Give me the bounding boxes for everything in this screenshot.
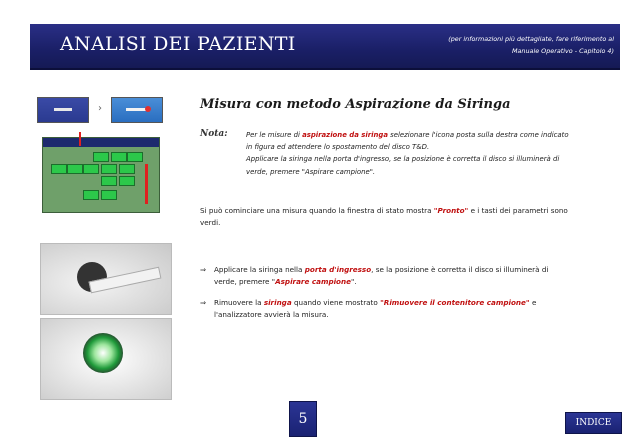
note-text <box>246 129 616 178</box>
parameter-key <box>101 176 117 186</box>
ready-highlight: "Pronto" <box>433 206 469 215</box>
step-2 <box>200 297 620 321</box>
step-text: ". <box>350 277 357 286</box>
step-text: quando viene mostrato <box>291 298 381 307</box>
note-line-4: verde, premere "Aspirare campione". <box>246 167 376 176</box>
parameter-key <box>119 176 135 186</box>
parameter-key <box>51 164 67 174</box>
step-highlight: siringa <box>263 298 292 307</box>
parameter-key <box>101 164 117 174</box>
step-text: Applicare la siringa nella <box>214 265 305 274</box>
parameter-key <box>83 164 99 174</box>
page-title: ANALISI DEI PAZIENTI <box>60 33 296 55</box>
syringe-screen-thumbnail-2 <box>111 97 163 123</box>
td-disc <box>83 333 123 373</box>
ready-paragraph <box>200 205 620 229</box>
note-label: Nota: <box>200 129 228 139</box>
green-disc-photo <box>40 318 172 400</box>
indicator-dot-icon <box>145 106 151 112</box>
manual-reference-line-1: (per informazioni più dettagliate, fare riferimento al <box>448 35 614 43</box>
syringe-screen-thumbnail-1 <box>37 97 89 123</box>
paragraph-text: verdi. <box>200 218 221 227</box>
note-highlight: aspirazione da siringa <box>302 131 388 139</box>
parameter-key <box>83 190 99 200</box>
right-arrow-icon: ⇒ <box>200 298 207 307</box>
manual-reference-line-2: Manuale Operativo - Capitolo 4) <box>512 47 614 55</box>
syringe-icon <box>54 108 72 111</box>
parameter-key <box>93 152 109 162</box>
analyzer-screen-image <box>42 137 160 213</box>
note-text-part: Per le misure di <box>246 131 303 139</box>
step-text: Rimuovere la <box>214 298 264 307</box>
parameter-key <box>119 164 135 174</box>
parameter-key <box>101 190 117 200</box>
manual-reference-note <box>404 33 614 57</box>
note-text-part: selezionare l'icona posta sulla destra come indicato <box>387 131 569 139</box>
note-line-2: in figura ed attendere lo spostamento del disco T&D. <box>246 143 430 152</box>
step-highlight: Aspirare campione <box>275 277 351 286</box>
step-highlight: porta d'ingresso <box>304 265 372 274</box>
note-line-1 <box>246 129 616 141</box>
analyzer-status-bar <box>43 138 159 147</box>
parameter-key <box>111 152 127 162</box>
parameter-key <box>67 164 83 174</box>
syringe-port-photo <box>40 243 172 315</box>
right-arrow-icon: ⇒ <box>200 265 207 274</box>
paragraph-text: e i tasti dei parametri sono <box>468 206 568 215</box>
index-button[interactable]: INDICE <box>565 412 622 434</box>
parameter-key <box>127 152 143 162</box>
paragraph-text: Si può cominciare una misura quando la finestra di stato mostra <box>200 206 434 215</box>
step-text: verde, premere " <box>214 277 276 286</box>
note-line-3: Applicare la siringa nella porta d'ingresso, se la posizione è corretta il disco si illuminerà di <box>246 155 560 164</box>
page-number: 5 <box>289 401 317 437</box>
chevron-right-icon: › <box>98 103 102 114</box>
step-text: l'analizzatore avvierà la misura. <box>214 310 329 319</box>
step-highlight: "Rimuovere il contenitore campione" <box>380 298 530 307</box>
level-bar <box>145 164 148 204</box>
step-1 <box>200 264 620 288</box>
syringe-icon <box>126 108 146 111</box>
selection-marker <box>79 132 81 146</box>
section-title: Misura con metodo Aspirazione da Siringa <box>200 97 511 112</box>
step-text: , se la posizione è corretta il disco si illuminerà di <box>371 265 549 274</box>
step-text: e <box>529 298 537 307</box>
